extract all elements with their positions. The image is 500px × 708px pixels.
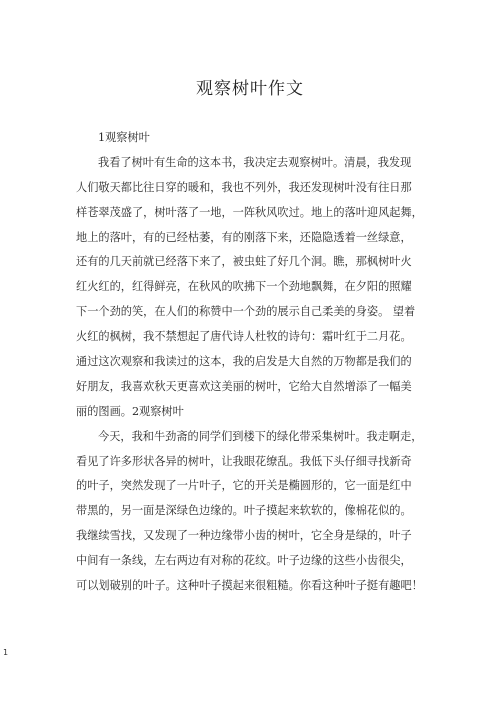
body-line: 我看了树叶有生命的这本书，我决定去观察树叶。清晨，我发现	[98, 155, 412, 169]
body-line: 今天，我和牛劲斋的同学们到楼下的绿化带采集树叶。我走啊走，	[98, 429, 423, 443]
body-line: 样苍翠茂盛了，树叶落了一地，一阵秋风吹过。地上的落叶迎风起舞，	[76, 205, 423, 219]
page-number: 1	[3, 648, 9, 657]
body-line: 的叶子，突然发现了一片叶子，它的开关是椭圆形的，它一面是红中	[76, 479, 412, 493]
body-line: 地上的落叶，有的已经枯萎，有的刚落下来，还隐隐透着一丝绿意，	[76, 230, 412, 244]
body-line: 人们敬天都比往日穿的暖和，我也不列外，我还发现树叶没有往日那	[76, 180, 412, 194]
body-line: 下一个劲的笑，在人们的称赞中一个劲的展示自己柔美的身姿。 望着	[76, 305, 416, 319]
body-line: 带黑的，另一面是深绿色边缘的。叶子摸起来软软的，像棉花似的。	[76, 504, 412, 518]
body-line: 还有的几天前就已经落下来了，被虫蛀了好几个洞。瞧，那枫树叶火	[76, 255, 412, 269]
body-line: 丽的图画。2观察树叶	[76, 404, 184, 418]
body-line: 火红的枫树，我不禁想起了唐代诗人杜牧的诗句：霜叶红于二月花。	[76, 330, 412, 344]
body-line: 我继续雪找，又发现了一种边缘带小齿的树叶，它全身是绿的，叶子	[76, 529, 412, 543]
body-line: 1观察树叶	[98, 131, 150, 144]
document-title: 观察树叶作文	[196, 79, 304, 99]
body-line: 可以划破别的叶子。这种叶子摸起来很粗糙。你看这种叶子挺有趣吧！	[76, 579, 423, 593]
document-body	[76, 126, 423, 599]
body-line: 中间有一条线，左右两边有对称的花纹。叶子边缘的这些小齿很尖，	[76, 554, 412, 568]
body-line: 通过这次观察和我读过的这本，我的启发是大自然的万物都是我们的	[76, 355, 412, 369]
body-line: 红火红的，红得鲜亮，在秋风的吹拂下一个劲地飘舞，在夕阳的照耀	[76, 280, 412, 294]
body-line: 好朋友，我喜欢秋天更喜欢这美丽的树叶，它给大自然增添了一幅美	[76, 379, 412, 393]
body-line: 看见了许多形状各异的树叶，让我眼花缭乱。我低下头仔细寻找新奇	[76, 454, 412, 468]
